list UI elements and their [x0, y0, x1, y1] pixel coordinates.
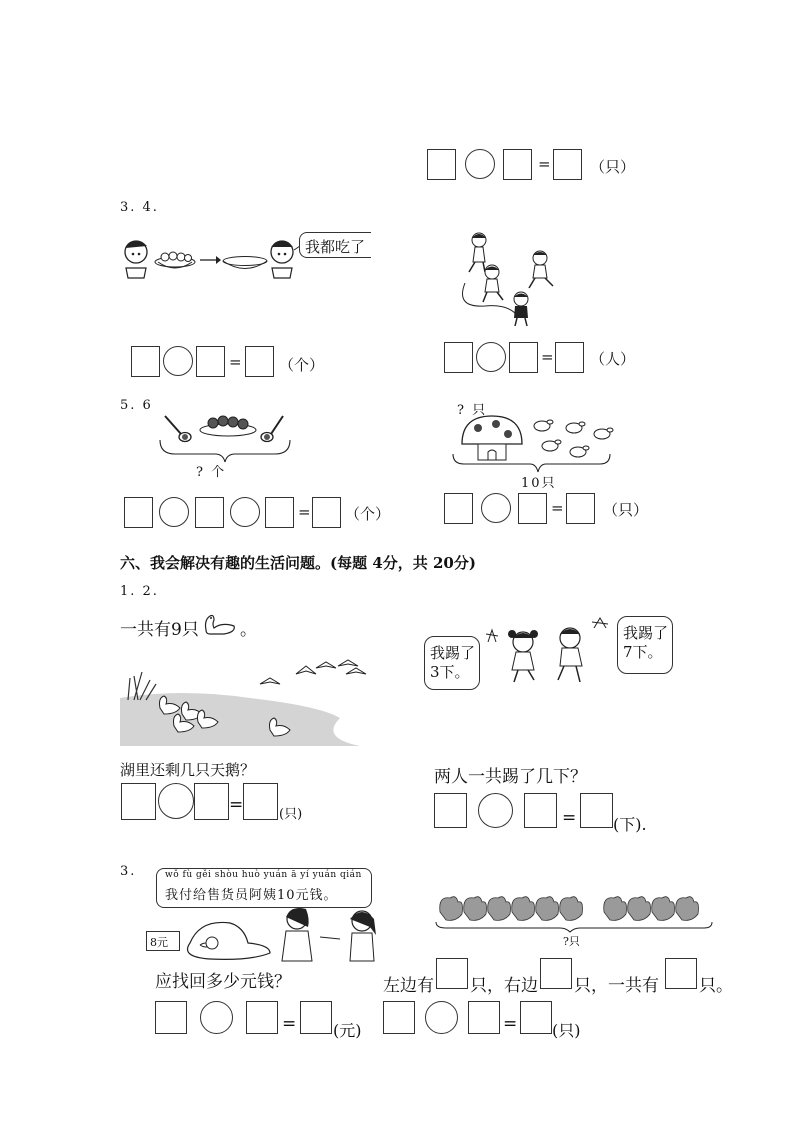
equals-sign: =	[229, 353, 242, 371]
girls-kicking-shuttlecock-illustration	[478, 616, 618, 696]
answer-box[interactable]	[195, 497, 224, 528]
answer-box[interactable]	[245, 346, 274, 377]
unit-label: （只）	[590, 158, 636, 176]
fill-text-total: 只，一共有	[574, 976, 659, 996]
equals-sign: =	[541, 348, 554, 366]
answer-box[interactable]	[509, 342, 538, 373]
question-number: 5. 6	[120, 398, 153, 413]
total-label: 10只	[521, 476, 557, 491]
kick-left-text: 我踢了 3下。	[430, 644, 476, 681]
unit-label: （只）	[603, 501, 649, 519]
fill-text-right: 只，右边	[470, 976, 538, 996]
total-label: ? 个	[196, 465, 227, 480]
mushroom-rabbits-illustration	[450, 410, 630, 480]
price-tag-text: 8元	[150, 936, 168, 949]
operator-circle[interactable]	[159, 497, 189, 527]
answer-box[interactable]	[580, 793, 613, 828]
answer-box[interactable]	[566, 493, 595, 524]
fill-text-end: 只。	[699, 976, 733, 996]
answer-box[interactable]	[427, 149, 456, 180]
answer-box[interactable]	[503, 149, 532, 180]
unit-label: (元)	[333, 1021, 362, 1040]
swans-total: 一共有9只	[120, 620, 199, 640]
speech-text: 我付给售货员阿姨10元钱。	[165, 888, 338, 903]
answer-box[interactable]	[444, 493, 473, 524]
operator-circle[interactable]	[425, 1001, 458, 1034]
answer-box[interactable]	[520, 1001, 552, 1034]
children-playing-illustration	[445, 228, 565, 328]
unit-label: (只)	[552, 1021, 581, 1040]
answer-box[interactable]	[246, 1001, 278, 1034]
unit-label: (只)	[279, 807, 303, 822]
roosters-total: ?只	[563, 935, 580, 948]
answer-box[interactable]	[300, 1001, 332, 1034]
answer-box[interactable]	[434, 793, 467, 828]
answer-box[interactable]	[383, 1001, 415, 1034]
answer-box[interactable]	[468, 1001, 500, 1034]
question-number: 3. 4.	[120, 200, 159, 215]
answer-box[interactable]	[243, 783, 278, 820]
unit-label: (下).	[613, 815, 647, 834]
answer-box[interactable]	[444, 342, 473, 373]
operator-circle[interactable]	[158, 783, 194, 819]
answer-box[interactable]	[555, 342, 584, 373]
change-question: 应找回多少元钱？	[155, 972, 291, 992]
fill-text-left: 左边有	[383, 976, 434, 996]
answer-box[interactable]	[155, 1001, 187, 1034]
answer-box[interactable]	[540, 958, 572, 989]
operator-circle[interactable]	[200, 1001, 233, 1034]
equals-sign: =	[503, 1014, 518, 1034]
kick-right-text: 我踢了 7下。	[623, 624, 669, 661]
section-title: 六、我会解决有趣的生活问题。(每题 4分，共 20分)	[120, 554, 476, 572]
roosters-illustration	[436, 888, 716, 932]
answer-box[interactable]	[665, 958, 697, 989]
answer-box[interactable]	[553, 149, 582, 180]
answer-box[interactable]	[196, 346, 225, 377]
unit-label: （个）	[279, 356, 325, 374]
answer-box[interactable]	[265, 497, 294, 528]
kick-question: 两人一共踢了几下？	[434, 767, 587, 787]
equals-sign: =	[282, 1014, 297, 1034]
equals-sign: =	[551, 499, 564, 517]
answer-box[interactable]	[312, 497, 341, 528]
operator-circle[interactable]	[465, 149, 495, 179]
answer-box[interactable]	[518, 493, 547, 524]
question-number: 1. 2.	[120, 584, 159, 599]
answer-box[interactable]	[131, 346, 160, 377]
operator-circle[interactable]	[230, 497, 260, 527]
answer-box[interactable]	[194, 783, 229, 820]
speech-text: 我都吃了	[305, 238, 366, 256]
equals-sign: =	[562, 808, 577, 828]
answer-box[interactable]	[124, 497, 153, 528]
equals-sign: =	[229, 795, 244, 815]
question-number: 3.	[120, 864, 137, 879]
pinyin-text: wǒ fù gěi shòu huò yuán ā yí yuán qián	[165, 870, 362, 880]
swans-suffix: 。	[240, 620, 257, 640]
unit-label: （个）	[345, 505, 391, 523]
answer-box[interactable]	[121, 783, 156, 820]
lake-swans-illustration	[120, 658, 370, 748]
operator-circle[interactable]	[163, 346, 193, 376]
swans-question: 湖里还剩几只天鹅？	[120, 761, 256, 779]
equals-sign: =	[538, 155, 551, 173]
question-label: ? 只	[457, 403, 488, 418]
unit-label: （人）	[590, 350, 636, 368]
answer-box[interactable]	[524, 793, 557, 828]
answer-box[interactable]	[436, 958, 468, 989]
operator-circle[interactable]	[476, 342, 506, 372]
operator-circle[interactable]	[481, 493, 511, 523]
swan-icon	[200, 610, 240, 636]
operator-circle[interactable]	[478, 793, 513, 828]
equals-sign: =	[298, 503, 311, 521]
